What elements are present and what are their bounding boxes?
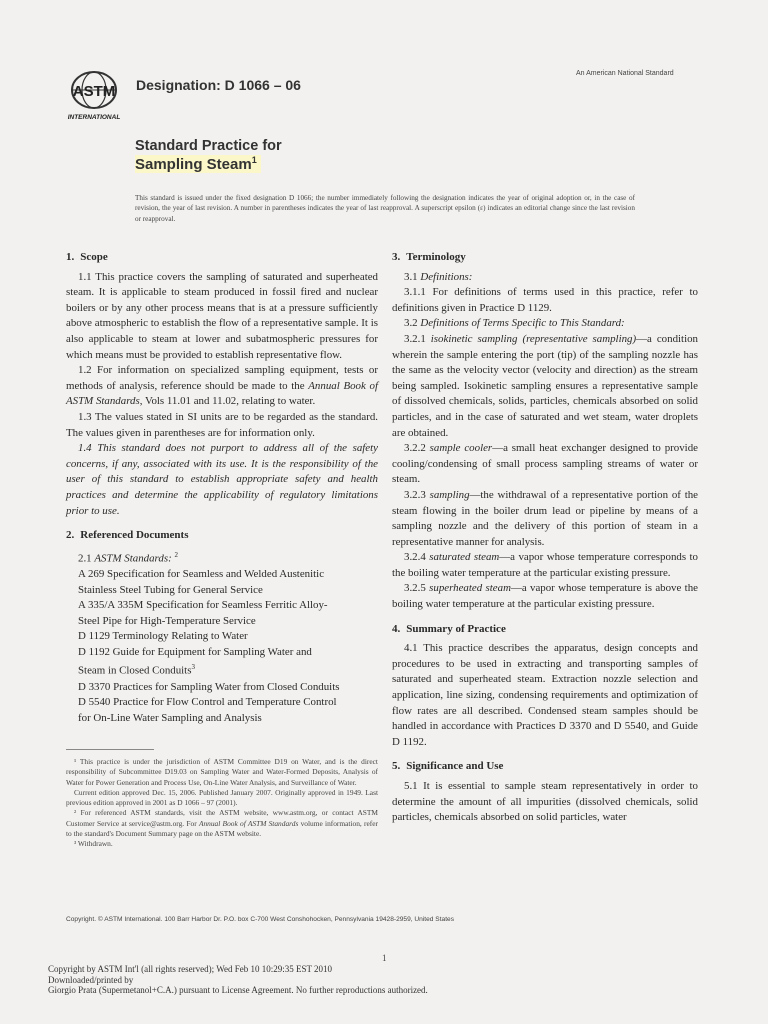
reference-item: Stainless Steel Tubing for General Service xyxy=(78,583,263,596)
footnote-rule xyxy=(66,749,154,750)
designation: Designation: D 1066 – 06 xyxy=(136,77,301,93)
section-heading: 3. Terminology xyxy=(392,251,466,263)
paragraph-4-1: 4.1 This practice describes the apparatus, design concepts and procedures to be used in extracting and transporting samples of saturated and superheated steam. Extraction nozzle selection and application, line sizing, condensing requirements and optimization of flow rates are all described. Condensed steam samples should be handled in accordance with Practices D 3370 and D 5540, and Guide D 1192. xyxy=(392,642,698,748)
paragraph-1-3: 1.3 The values stated in SI units are to be regarded as the standard. The values given in parentheses are for information only. xyxy=(66,410,378,439)
logo-text: ASTM xyxy=(72,83,116,100)
paragraph-3-2-2: 3.2.2 sample cooler—a small heat exchanger designed to provide cooling/condensing of small process sampling streams of water or steam. xyxy=(392,442,698,486)
paragraph-3-2-4: 3.2.4 saturated steam—a vapor whose temperature corresponds to the boiling water temperature at the particular existing pressure. xyxy=(392,551,698,579)
title-line2: Sampling Steam$^1$ xyxy=(135,155,261,173)
footnotes xyxy=(66,757,378,850)
paragraph-3-2-3: 3.2.3 sampling—the withdrawal of a representative portion of the steam flowing in the boiler drum lead or pipeline by means of a sampling nozzle and the delivery of this portion of steam in a representative manner for analysis. xyxy=(392,488,699,548)
section-terminology xyxy=(392,250,698,613)
paragraph-2-1: 2.1 ASTM Standards: $^2$ xyxy=(78,550,178,565)
logo-subtext: INTERNATIONAL xyxy=(67,114,121,121)
paragraph-1-4: 1.4 This standard does not purport to address all of the safety concerns, if any, associated with its use. It is the responsibility of the user of this standard to establish appropriate safety and health practices and determine the applicability of regulatory limitations prior to use. xyxy=(66,442,378,517)
section-heading: 2. Referenced Documents xyxy=(66,529,189,542)
reference-item: D 5540 Practice for Flow Control and Temperature Control xyxy=(78,696,337,709)
reference-item: D 1192 Guide for Equipment for Sampling Water and xyxy=(78,645,312,658)
reference-list xyxy=(66,567,378,727)
page-number: 1 xyxy=(382,953,387,963)
paragraph-3-2-5: 3.2.5 superheated steam—a vapor whose temperature is above the boiling water temperature at the particular existing pressure. xyxy=(392,582,698,611)
reference-item: A 335/A 335M Specification for Seamless Ferritic Alloy- xyxy=(78,599,328,612)
section-significance xyxy=(392,759,698,825)
paragraph-3-1: 3.1 Definitions: xyxy=(404,270,473,283)
section-summary xyxy=(392,622,698,751)
footnote-1-continued: Current edition approved Dec. 15, 2006. Published January 2007. Originally approved in 1949. Last previous edition approved in 2001 as D 1066 – 97 (2001). xyxy=(66,787,378,808)
paragraph-3-1-1: 3.1.1 For definitions of terms used in this practice, refer to definitions given in Practice D 1129. xyxy=(392,286,698,314)
footnote-3: ³ Withdrawn. xyxy=(74,839,113,849)
paragraph-5-1: 5.1 It is essential to sample steam representatively in order to determine the amount of all impurities (dissolved chemicals, solid particles, chemicals absorbed on solid particles, water xyxy=(392,780,698,824)
document-title xyxy=(135,138,282,174)
paragraph-1-1: 1.1 This practice covers the sampling of saturated and superheated steam. It is applicable to steam produced in fossil fired and nuclear boilers or by any other process means that is at a pressure sufficiently above atmospheric to establish the flow of a representative sample. It is also applicable to steam at lower and subatmospheric pressures for which means must be provided to establish representative flow. xyxy=(66,270,378,361)
license-line-2: Downloaded/printed by xyxy=(48,974,134,985)
issuance-note: This standard is issued under the fixed designation D 1066; the number immediately following the designation indicates the year of original adoption or, in the case of revision, the year of last revision. A number in parentheses indicates the year of last reapproval. A superscript epsilon (ε) indicates an editorial change since the last revision or reapproval. xyxy=(135,194,635,223)
paragraph-3-2-1: 3.2.1 isokinetic sampling (representative sampling)—a condition wherein the sample entering the port (tip) of the sampling nozzle has the same as the velocity vector (velocity and direction) as the stream being sampled. Isokinetic sampling ensures a representative sample of dissolved chemicals, solids, particles, chemicals absorbed on solid particles, and in the case of saturated and wet steam, water droplets are obtained. xyxy=(392,332,698,439)
footnote-2: ² For referenced ASTM standards, visit the ASTM website, www.astm.org, or contact ASTM Customer Service at service@astm.org. For Annual Book of ASTM Standards volume information, refer to the standard's Document Summary page on the ASTM website. xyxy=(66,808,378,839)
left-column xyxy=(66,250,378,735)
paragraph-3-2: 3.2 Definitions of Terms Specific to This Standard: xyxy=(404,317,625,330)
footnote-1: ¹ This practice is under the jurisdiction of ASTM Committee D19 on Water, and is the direct responsibility of Subcommittee D19.03 on Sampling Water and Water-Formed Deposits, Analysis of Water for Power Generation and Process Use, On-Line Water Analysis, and Surveillance of Water. xyxy=(66,757,378,787)
license-line-1: Copyright by ASTM Int'l (all rights reserved); Wed Feb 10 10:29:35 EST 2010 xyxy=(48,964,333,974)
reference-item: Steel Pipe for High-Temperature Service xyxy=(78,614,256,627)
section-scope xyxy=(66,250,378,519)
reference-item: A 269 Specification for Seamless and Welded Austenitic xyxy=(78,567,325,580)
section-referenced-documents xyxy=(66,528,378,726)
reference-item: for On-Line Water Sampling and Analysis xyxy=(78,711,262,724)
reference-item: D 1129 Terminology Relating to Water xyxy=(78,630,248,643)
reference-item: D 3370 Practices for Sampling Water from Closed Conduits xyxy=(78,680,340,693)
section-heading: 1. Scope xyxy=(66,251,108,263)
copyright-line: Copyright. © ASTM International. 100 Barr Harbor Dr. P.O. box C-700 West Conshohocken, Pennsylvania 19428-2959, United States xyxy=(66,916,454,923)
section-heading: 4. Summary of Practice xyxy=(392,622,506,635)
section-heading: 5. Significance and Use xyxy=(392,760,504,773)
astm-logo xyxy=(64,66,128,122)
license-line-3: Giorgio Prata (Supermetanol+C.A.) pursuant to License Agreement. No further reproductions authorized. xyxy=(48,985,428,995)
reference-item: Steam in Closed Conduits$^3$ xyxy=(78,663,195,678)
standard-type: An American National Standard xyxy=(576,70,674,77)
right-column xyxy=(392,250,698,835)
paragraph-1-2: 1.2 For information on specialized sampling equipment, tests or methods of analysis, reference should be made to the Annual Book of ASTM Standards, Vols 11.01 and 11.02, relating to water. xyxy=(66,364,378,408)
license-notice xyxy=(48,964,508,996)
title-line1: Standard Practice for xyxy=(135,138,282,154)
